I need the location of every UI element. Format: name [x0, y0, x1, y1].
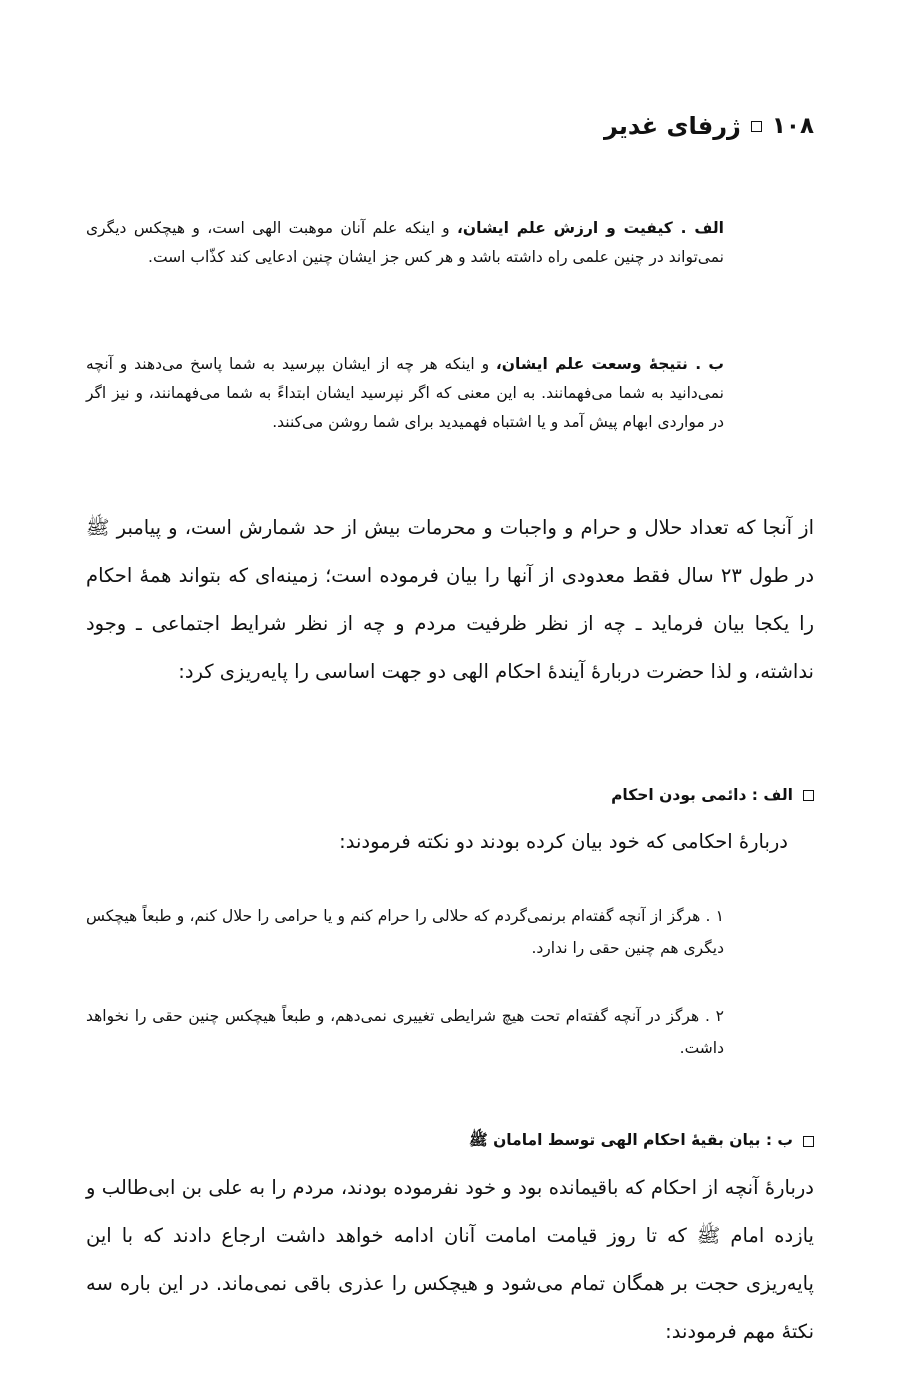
section-b-heading: [469, 1130, 814, 1153]
note-b-text: و اینکه هر چه از ایشان بپرسید به شما پاسخ می‌دهند و آنچه نمی‌دانید به شما می‌فهمانند. به این معنی که اگر نپرسید ایشان ابتداءً به شما می‌فهمانند، و نیز اگر در مواردی ابهام پیش آمد و یا اشتباه فهمیدید برای شما روشن می‌کنند.: [86, 355, 724, 431]
section-a-heading: [611, 786, 814, 804]
list-item-number: ۲ .: [704, 1007, 724, 1025]
book-title: ژرفای غدیر: [603, 112, 741, 140]
list-item: [86, 900, 724, 964]
square-bullet-icon: [803, 790, 814, 801]
note-a: [86, 214, 724, 272]
note-b: [86, 350, 724, 437]
paragraph-2-text: دربارهٔ آنچه از احکام که باقیمانده بود و خود نفرموده بودند، مردم را به علی بن ابی‌طالب و یازده امام ﷺ که تا روز قیامت امامت آنان ادامه خواهد داشت ارجاع دادند که با این پایه‌ریزی حجت بر همگان تمام می‌شود و هیچکس را عذری باقی نمی‌ماند. در این باره سه نکتهٔ مهم فرمودند:: [86, 1176, 814, 1343]
page-number: ۱۰۸: [771, 113, 814, 139]
running-header: [604, 112, 814, 140]
square-bullet-icon: [803, 1136, 814, 1147]
section-b-heading-text: ب : بیان بقیهٔ احکام الهی توسط امامان ﷺ: [468, 1131, 793, 1149]
list-item: [86, 1000, 724, 1064]
paragraph-1: [86, 504, 814, 696]
paragraph-2: [86, 1164, 814, 1356]
section-a-heading-text: الف : دائمی بودن احکام: [611, 786, 793, 804]
note-b-label: ب . نتیجهٔ وسعت علم ایشان،: [495, 355, 724, 373]
list-item-text: هرگز از آنچه گفته‌ام برنمی‌گردم که حلالی را حرام کنم و یا حرامی را حلال کنم، و طبعاً هیچکس دیگری هم چنین حقی را ندارد.: [86, 907, 724, 957]
note-a-text: و اینکه علم آنان موهبت الهی است، و هیچکس دیگری نمی‌تواند در چنین علمی راه داشته باشد و هر کس جز ایشان چنین ادعایی کند کذّاب است.: [86, 219, 724, 266]
note-a-label: الف . کیفیت و ارزش علم ایشان،: [457, 219, 724, 237]
square-bullet-icon: [751, 121, 762, 132]
section-a-intro: دربارهٔ احکامی که خود بیان کرده بودند دو نکته فرمودند:: [339, 830, 788, 853]
list-item-text: هرگز در آنچه گفته‌ام تحت هیچ شرایطی تغییری نمی‌دهم، و طبعاً هیچکس چنین حقی را نخواهد داشت.: [86, 1007, 724, 1057]
list-item-number: ۱ .: [705, 907, 724, 925]
paragraph-1-text: از آنجا که تعداد حلال و حرام و واجبات و محرمات بیش از حد شمارش است، و پیامبر ﷺ در طول ۲۳ سال فقط معدودی از آنها را بیان فرموده است؛ زمینه‌ای که بتواند همهٔ احکام را یکجا بیان فرماید ـ چه از نظر ظرفیت مردم و چه از نظر شرایط اجتماعی ـ وجود نداشته، و لذا حضرت دربارهٔ آیندهٔ احکام الهی دو جهت اساسی را پایه‌ریزی کرد:: [86, 516, 814, 683]
